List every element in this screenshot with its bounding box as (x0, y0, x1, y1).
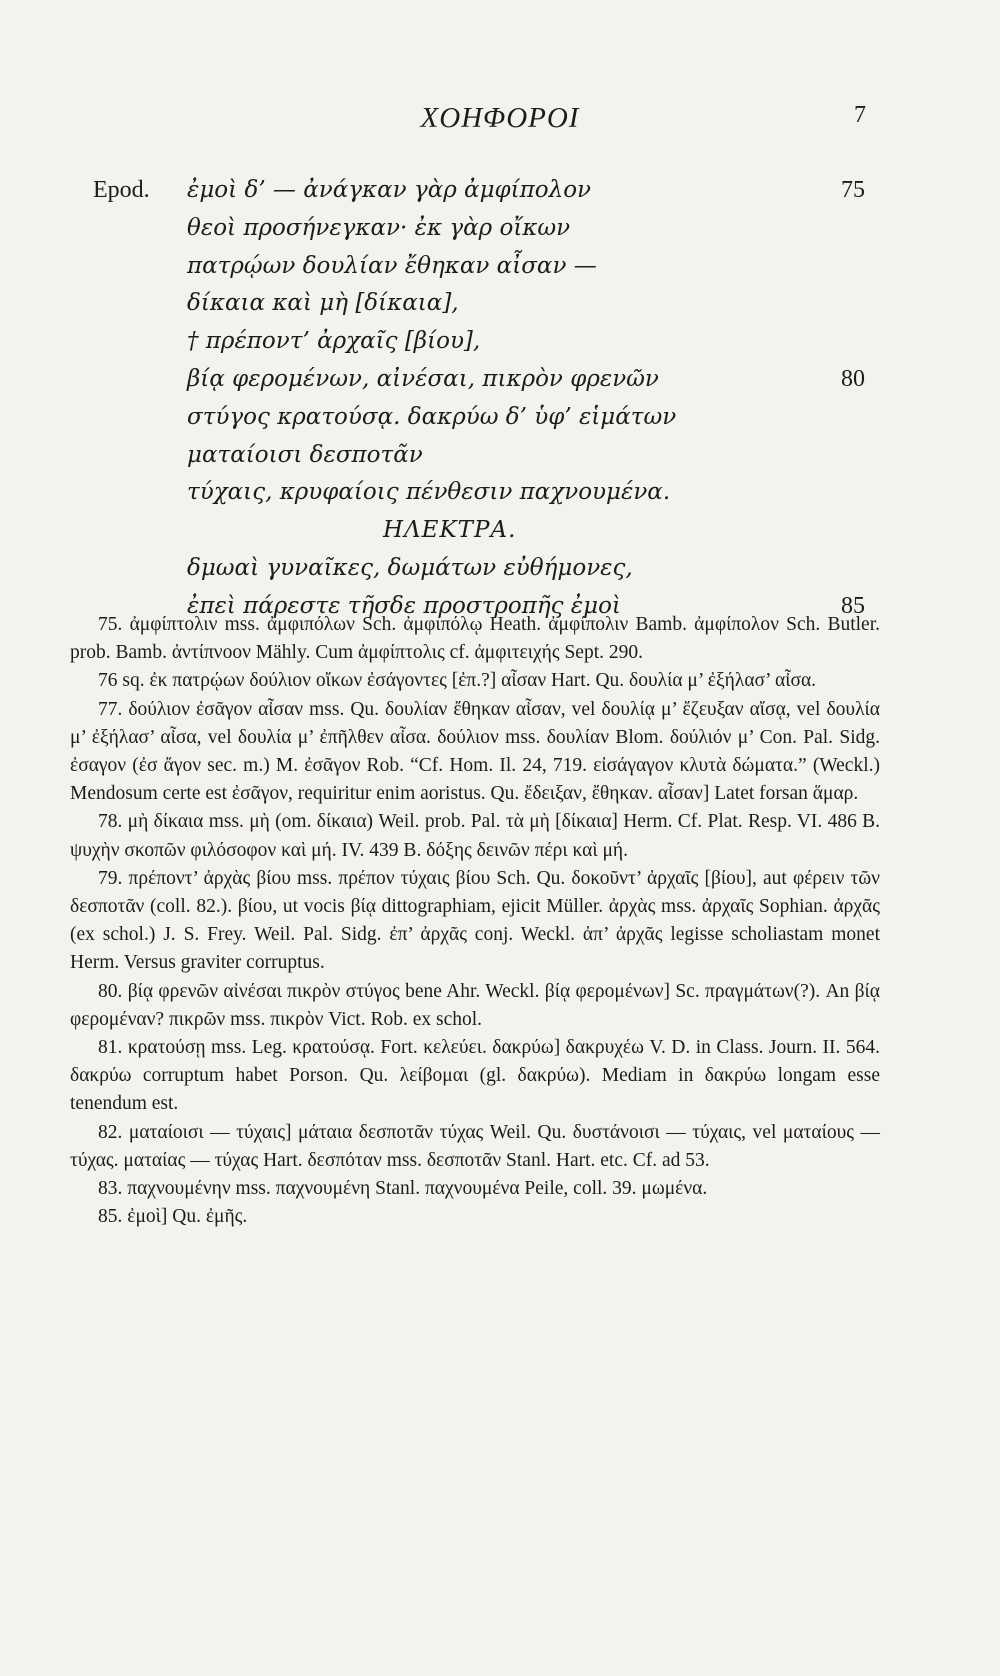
apparatus-note: 79. πρέποντ’ ἀρχὰς βίου mss. πρέπον τύχαις βίου Sch. Qu. δοκοῦντ’ ἀρχαῖς [βίου], aut φέρειν τῶν δεσποτᾶν (coll. 82.). βίου, ut vocis βίᾳ dittographiam, ejicit Müller. ἀρχὰς mss. ἀρχαῖς Sophian. ἀρχᾶς (ex schol.) J. S. Frey. Weil. Pal. Sidg. ἐπ’ ἀρχᾶς conj. Weckl. ἀπ’ ἀρχᾶς legisse scholiastam monet Herm. Versus graviter corruptus. (70, 867, 880, 974)
apparatus-note: 80. βίᾳ φρενῶν αἰνέσαι πικρὸν στύγος bene Ahr. Weckl. βίᾳ φερομένων] Sc. πραγμάτων(?). An βίᾳ φερομέναν? πικρῶν mss. πικρὸν Vict. Rob. ex schol. (70, 980, 880, 1030)
apparatus-note: 81. κρατούσῃ mss. Leg. κρατούσᾳ. Fort. κελεύει. δακρύω] δακρυχέω V. D. in Class. Journ. II. 564. δακρύω corruptum habet Porson. Qu. λείβομαι (gl. δακρύω). Mediam in δακρύω longam esse tenendum est. (70, 1037, 880, 1115)
speaker-name: ΗΛΕΚΤΡΑ. (383, 517, 517, 544)
page-header (0, 102, 1000, 142)
verse-line (0, 437, 1000, 475)
speaker-heading (0, 512, 1000, 550)
verse-line (0, 323, 1000, 361)
line-number: 85 (841, 592, 865, 619)
verse-text: † πρέποντ’ ἀρχαῖς [βίου], (187, 328, 481, 355)
verse-line (0, 285, 1000, 323)
verse-line (0, 210, 1000, 248)
verse-line (0, 172, 1000, 210)
verse-text: ματαίοισι δεσποτᾶν (187, 441, 423, 468)
verse-text: ἐπεὶ πάρεστε τῆσδε προστροπῆς ἐμοὶ (187, 592, 621, 619)
verse-text: βίᾳ φερομένων, αἰνέσαι, πικρὸν φρενῶν (187, 365, 659, 392)
critical-apparatus (70, 611, 880, 1231)
apparatus-note: 75. ἀμφίπτολιν mss. ἀμφιπόλων Sch. ἀμφιπόλῳ Heath. ἀμφίπολιν Bamb. ἀμφίπολον Sch. Butler. prob. Bamb. ἀντίπνοον Mähly. Cum ἀμφίπτολις cf. ἀμφιτειχής Sept. 290. (70, 614, 880, 664)
running-title: ΧΟΗΦΟΡΟΙ (420, 102, 580, 134)
verse-line (0, 474, 1000, 512)
verse-text: τύχαις, κρυφαίοις πένθεσιν παχνουμένα. (187, 479, 671, 506)
line-number: 75 (841, 177, 865, 203)
line-number: 80 (841, 365, 865, 392)
page-number: 7 (854, 102, 866, 128)
verse-text: δίκαια καὶ μὴ [δίκαια], (187, 290, 459, 317)
apparatus-note: 82. ματαίοισι — τύχαις] μάταια δεσποτᾶν τύχας Weil. Qu. δυστάνοισι — τύχαις, vel ματαίους — τύχας. ματαίας — τύχας Hart. δεσπόταν mss. δεσποτᾶν Stanl. Hart. etc. Cf. ad 53. (70, 1121, 880, 1171)
verse-block (0, 172, 1000, 626)
verse-section-label: Epod. (93, 177, 150, 203)
verse-text: δμωαὶ γυναῖκες, δωμάτων εὐθήμονες, (187, 554, 633, 581)
verse-line (0, 361, 1000, 399)
verse-line (0, 550, 1000, 588)
verse-text: στύγος κρατούσᾳ. δακρύω δ’ ὑφ’ εἱμάτων (187, 403, 677, 430)
verse-line (0, 399, 1000, 437)
apparatus-note: 76 sq. ἐκ πατρῴων δούλιον οἴκων ἐσάγοντες [ἐπ.?] αἶσαν Hart. Qu. δουλία μ’ ἐξήλασ’ αἶσα. (98, 670, 817, 692)
verse-text: θεοὶ προσήνεγκαν· ἐκ γὰρ οἴκων (187, 214, 571, 241)
verse-line (0, 248, 1000, 286)
apparatus-note: 83. παχνουμένην mss. παχνουμένη Stanl. παχνουμένα Peile, coll. 39. μωμένα. (98, 1178, 708, 1200)
apparatus-note: 85. ἐμοὶ] Qu. ἐμῆς. (98, 1206, 248, 1228)
apparatus-note: 77. δούλιον ἐσᾶγον αἶσαν mss. Qu. δουλίαν ἔθηκαν αἶσαν, vel δουλίᾳ μ’ ἔζευξαν αἴσᾳ, vel δουλία μ’ ἐξήλασ’ αἶσα, vel δουλία μ’ ἐπῆλθεν αἶσα. δούλιον mss. δουλίαν Blom. δούλιόν μ’ Con. Pal. Sidg. ἐσαγον (ἐσ ἄγον sec. m.) M. ἐσᾶγον Rob. “Cf. Hom. Il. 24, 719. εἰσάγαγον κλυτὰ δώματα.” (Weckl.) Mendosum certe est ἐσᾶγον, requiritur enim aoristus. Qu. ἔδειξαν, ἔθηκαν. αἶσαν] Latet forsan ἅμαρ. (70, 698, 880, 805)
verse-text: πατρῴων δουλίαν ἔθηκαν αἶσαν — (187, 252, 597, 279)
apparatus-note: 78. μὴ δίκαια mss. μὴ (om. δίκαια) Weil. prob. Pal. τὰ μὴ [δίκαια] Herm. Cf. Plat. Resp. VI. 486 B. ψυχὴν σκοπῶν φιλόσοφον καὶ μή. IV. 439 B. δόξης δεινῶν πέρι καὶ μή. (70, 811, 880, 861)
verse-text: ἐμοὶ δ’ — ἀνάγκαν γὰρ ἀμφίπολον (187, 177, 592, 203)
